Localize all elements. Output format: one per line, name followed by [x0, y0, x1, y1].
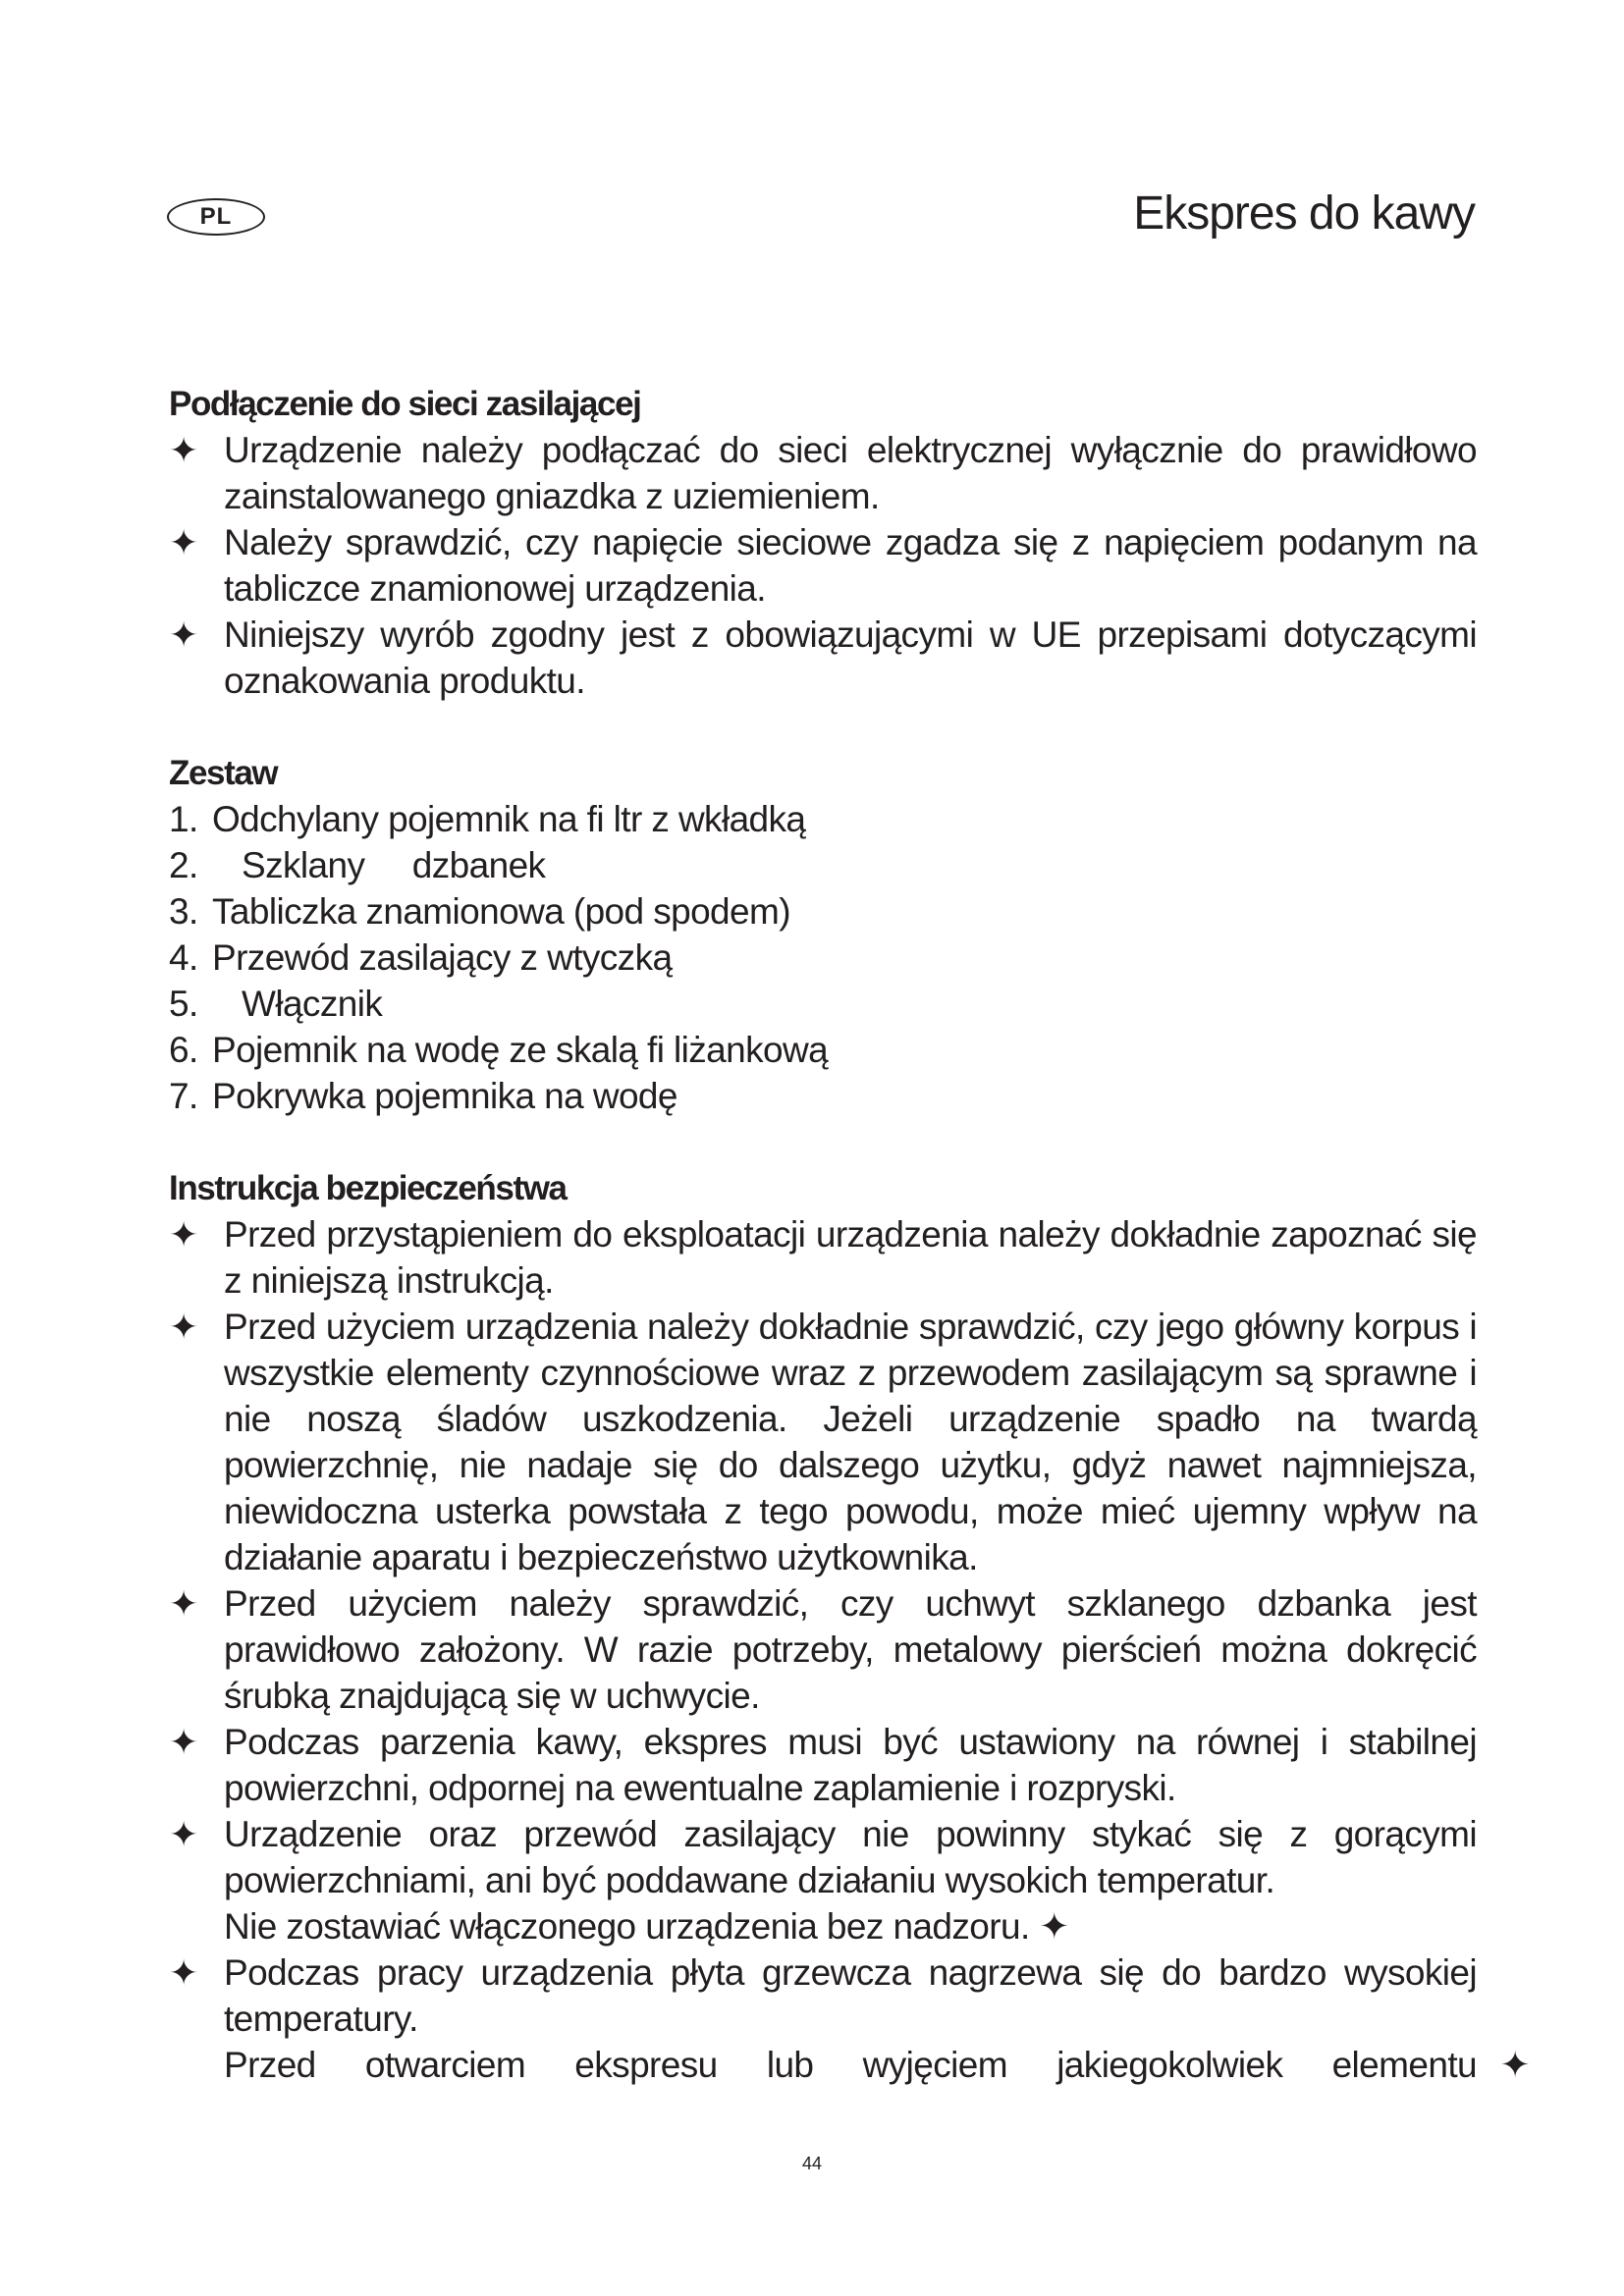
list-item-continuation: [169, 2042, 1530, 2088]
page-number: 44: [801, 2154, 823, 2173]
section-heading-safety: Instrukcja bezpieczeństwa: [169, 1169, 567, 1207]
item-number: 2.: [169, 845, 198, 885]
list-item: [169, 796, 1477, 842]
bullet-star-icon: ✦: [169, 1952, 198, 1993]
section-heading-connection: Podłączenie do sieci zasilającej: [169, 385, 641, 423]
bullet-star-icon: ✦: [169, 430, 198, 470]
item-text: Tabliczka znamionowa (pod spodem): [212, 891, 790, 932]
bullet-star-icon: ✦: [169, 1214, 198, 1255]
list-item: [169, 519, 1477, 612]
item-text: Włącznik: [242, 984, 383, 1024]
list-item: [169, 1949, 1477, 2042]
item-number: 6.: [169, 1030, 198, 1070]
list-item: [169, 427, 1477, 519]
item-number: 3.: [169, 891, 198, 932]
list-item-text: Urządzenie oraz przewód zasilający nie powinny stykać się z gorącymi powierzchniami, ani być poddawane działaniu wysokich temperatur.: [224, 1814, 1477, 1900]
item-text: Przewód zasilający z wtyczką: [212, 937, 673, 978]
list-item-text: Przed przystąpieniem do eksploatacji urządzenia należy dokładnie zapoznać się z niniejszą instrukcją.: [224, 1214, 1477, 1301]
list-item: [169, 934, 1477, 981]
bullet-star-icon: ✦: [169, 614, 198, 655]
kit-list: [169, 796, 1477, 1119]
list-item: [169, 1719, 1477, 1811]
list-item-text: Przed użyciem należy sprawdzić, czy uchwyt szklanego dzbanka jest prawidłowo założony. W razie potrzeby, metalowy pierścień można dokręcić śrubką znajdującą się w uchwycie.: [224, 1583, 1477, 1716]
bullet-star-icon: ✦: [169, 1583, 198, 1624]
list-item: [169, 981, 1477, 1027]
item-text: Pokrywka pojemnika na wodę: [212, 1076, 677, 1116]
list-item-text: Przed użyciem urządzenia należy dokładnie sprawdzić, czy jego główny korpus i wszystkie elementy czynnościowe wraz z przewodem zasilającym są sprawne i nie noszą śladów uszkodzenia. Jeżeli urządzenie spadło na twardą powierzchnię, nie nadaje się do dalszego użytku, gdyż nawet najmniejsza, niewidoczna usterka powstała z tego powodu, może mieć ujemny wpływ na działanie aparatu i bezpieczeństwo użytkownika.: [224, 1307, 1477, 1577]
item-text: Szklany dzbanek: [242, 845, 546, 885]
list-item: [169, 612, 1477, 704]
item-number: 4.: [169, 937, 198, 978]
connection-list: [169, 427, 1477, 704]
list-item-continuation: [169, 1903, 1477, 1949]
item-number: 5.: [169, 984, 198, 1024]
list-item-text: Urządzenie należy podłączać do sieci elektrycznej wyłącznie do prawidłowo zainstalowanego gniazdka z uziemieniem.: [224, 430, 1477, 516]
list-item-text: Niniejszy wyrób zgodny jest z obowiązującymi w UE przepisami dotyczącymi oznakowania produktu.: [224, 614, 1477, 701]
list-item: [169, 1304, 1477, 1580]
safety-list: [169, 1211, 1530, 2088]
bullet-star-icon: ✦: [169, 522, 198, 562]
bullet-star-icon: ✦: [169, 1307, 198, 1347]
document-body: [169, 381, 1530, 2088]
list-item: [169, 1027, 1477, 1073]
bullet-star-icon: ✦: [169, 1814, 198, 1854]
document-title: Ekspres do kawy: [1133, 187, 1475, 240]
trailing-star-icon: ✦: [1499, 2045, 1530, 2085]
list-item: [169, 1580, 1477, 1719]
list-item-text: Podczas pracy urządzenia płyta grzewcza nagrzewa się do bardzo wysokiej temperatury.: [224, 1952, 1477, 2039]
language-code: PL: [199, 203, 233, 230]
bullet-star-icon: ✦: [169, 1722, 198, 1762]
list-item-text: Przed otwarciem ekspresu lub wyjęciem jakiegokolwiek elementu: [224, 2045, 1477, 2085]
section-heading-kit: Zestaw: [169, 754, 278, 792]
list-item: [169, 1073, 1477, 1119]
item-number: 7.: [169, 1076, 198, 1116]
list-item: [169, 1211, 1477, 1304]
language-badge: [167, 198, 265, 236]
list-item: [169, 1811, 1477, 1903]
item-number: 1.: [169, 799, 198, 839]
list-item-text: Podczas parzenia kawy, ekspres musi być ustawiony na równej i stabilnej powierzchni, odpornej na ewentualne zaplamienie i rozpryski.: [224, 1722, 1477, 1808]
list-item: [169, 842, 1477, 888]
list-item: [169, 888, 1477, 934]
item-text: Pojemnik na wodę ze skalą fi liżankową: [212, 1030, 829, 1070]
item-text: Odchylany pojemnik na fi ltr z wkładką: [212, 799, 806, 839]
list-item-text: Nie zostawiać włączonego urządzenia bez nadzoru. ✦: [224, 1906, 1069, 1947]
list-item-text: Należy sprawdzić, czy napięcie sieciowe zgadza się z napięciem podanym na tabliczce znamionowej urządzenia.: [224, 522, 1477, 609]
